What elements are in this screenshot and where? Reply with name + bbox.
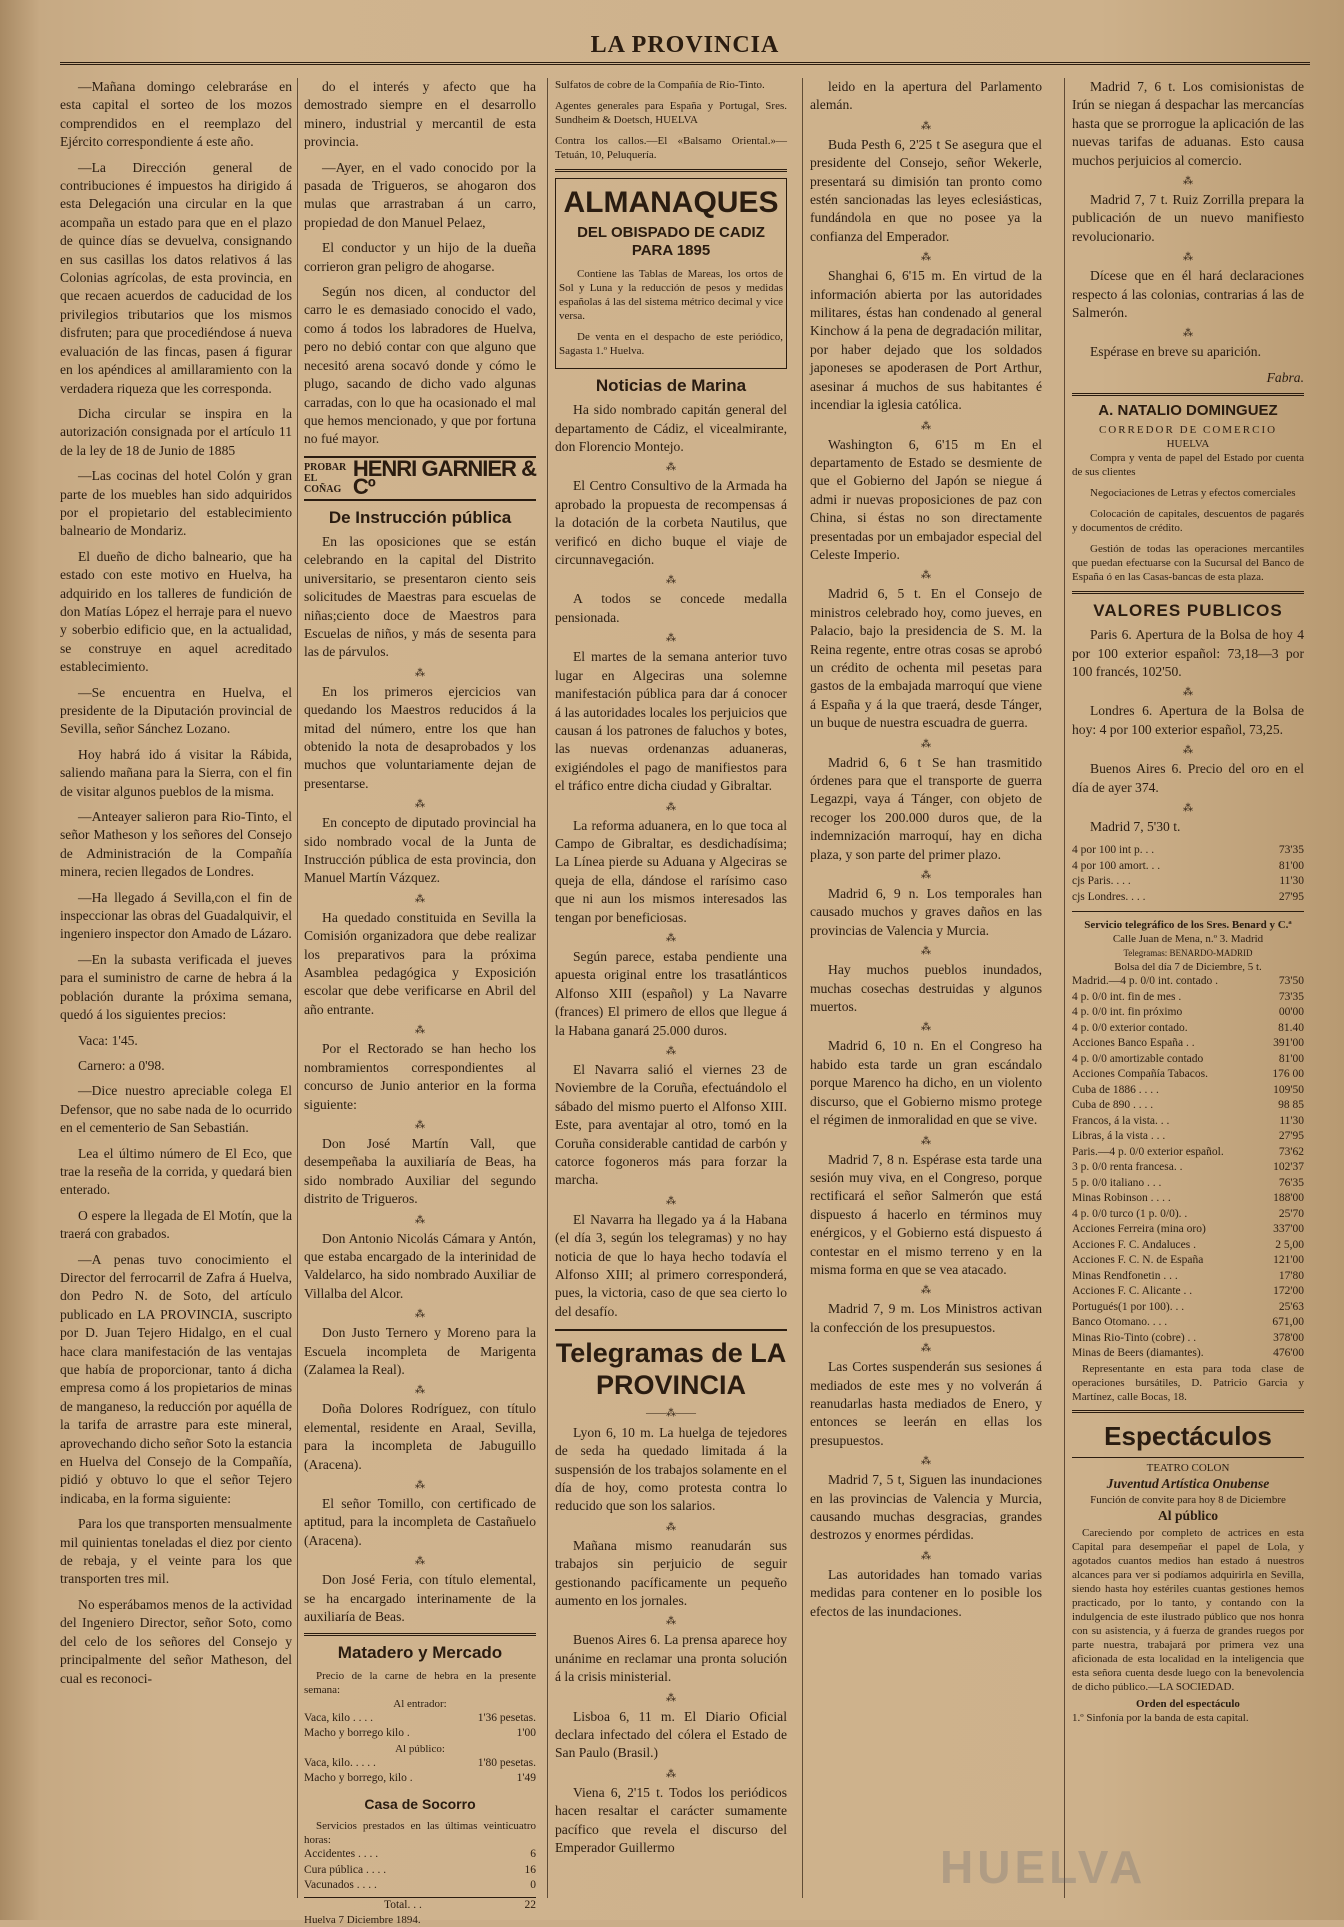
paragraph: El conductor y un hijo de la dueña corrieron gran peligro de ahogarse.: [304, 240, 536, 274]
paragraph: Londres 6. Apertura de la Bolsa de hoy: 4 por 100 exterior español, 73,25.: [1072, 703, 1304, 737]
paragraph: El Navarra salió el viernes 23 de Noviembre de la Coruña, efectuándolo el sábado del mismo puerto el Alfonso XIII. Este, para aventajar al otro, tomó en la Coruña considerable cantidad de carbón y catorce fogoneros más para forzar la marcha.: [555, 1062, 787, 1188]
asterism-icon: ⁂: [921, 870, 931, 882]
espectaculos-heading: Espectáculos: [1104, 1420, 1272, 1451]
paragraph: Agentes generales para España y Portugal, Sres. Sundheim & Doetsch, HUELVA: [555, 100, 787, 126]
marina-heading: Noticias de Marina: [595, 375, 747, 395]
table-row: Banco Otomano. . . . 671,00: [1072, 1316, 1304, 1329]
matadero-heading: Matadero y Mercado: [337, 1643, 503, 1663]
paragraph: Colocación de capitales, descuentos de pagarés y documentos de crédito.: [1072, 507, 1304, 534]
paragraph: Sulfatos de cobre de la Compañía de Rio-Tinto.: [555, 79, 765, 91]
dateline: Huelva 7 Diciembre 1894.: [304, 1914, 421, 1927]
paragraph: Madrid 6, 9 n. Los temporales han causado muchos y graves daños en las provincias de Valencia y Murcia.: [810, 886, 1042, 938]
table-row: Acciones Banco España . . 391'00: [1072, 1037, 1304, 1050]
column-5: Madrid 7, 6 t. Los comisionistas de Irún se niegan á despachar las mercancías hasta que se prorrogue la aplicación de las nuevas tarifas de aduanas. Esto causa muchos perjuicios al comercio. ⁂ Madrid 7, 7 t. Ruiz Zorrilla prepara la publicación de un nuevo manifiesto revolucionario. ⁂ Dícese que en él hará declaraciones respecto á las colonias, contrarias á las de Salmerón. ⁂ Espérase en breve su aparición. Fabra. A. NATALIO DOMINGUEZ CORREDOR DE COMERCIO HUELVA Compra y venta de papel del Estado por cuenta de sus clientes Negociaciones de Letras y efectos comerciales Colocación de capitales, descuentos de pagarés y documentos de crédito. Gestión de todas las operaciones mercantiles que puedan efectuarse con la Sucursal del Banco de España ó en las Casas-bancas de esta plaza. VALORES PUBLICOS Paris 6. Apertura de la Bolsa de hoy 4 por 100 exterior español: 73,18—3 por 100 francés, 102'50. ⁂ Londres 6. Apertura de la Bolsa de hoy: 4 por 100 exterior español, 73,25. ⁂ Buenos Aires 6. Precio del oro en el día de ayer 374. ⁂ Madrid 7, 5'30 t. 4 por 100 int p. . . 73'35 4 por 100 amort. . . 81'00 cjs Paris. . . . 11'30 cjs Londres. . . . 27'95 Servicio telegráfico de los Sres. Benard y C.ª Calle Juan de Mena, n.º 3. Madrid Telegramas: BENARDO-MADRID Bolsa del día 7 de Diciembre, 5 t. Madrid.—4 p. 0/0 int. contado . 73'50 4 p. 0/0 int. fin de mes . 73'35 4 p. 0/0 int. fin próximo 00'00 4 p. 0/0 exterior contado. 81.40 Acciones Banco España . . 391'00 4 p. 0/0 amortizable contado 81'00 Acciones Compañía Tabacos. 176 00 Cuba de 1886 . . . . 109'50 Cuba de 890 . . . . 98 85 Francos, á la vista. . . 11'30 Libras, á la vista . . . 27'95 Paris.—4 p. 0/0 exterior español. 73'62 3 p. 0/0 renta francesa. . 102'37 5 p. 0/0 italiano . . . 76'35 Minas Robinson . . . . 188'00 4 p. 0/0 turco (1 p. 0/0). . 25'70 Acciones Ferreira (mina oro) 337'00 Acciones F. C. Andaluces . 2 5,00 Acciones F. C. N. de España 121'00 Minas Rendfonetin . . . 17'80 Acciones F. C. Alicante . . 172'00 Portugués(1 por 100). . . 25'63 Banco Otomano. . . . 671,00 Minas Rio-Tinto (cobre) . . 378'00 Minas de Beers (diamantes). 476'00 Representante en esta para toda clase de operaciones bursátiles, D. Patricio Garcia y Martínez, calle Bocas, 18. Espectáculos TEATRO COLON Juventud Artística Onubense Función de convite para hoy 8 de Diciembre Al público Careciendo por completo de actrices en esta Capital para desempeñar el papel de Lola, y agotados cuantos medios han estado á nuestros alcances para ver si podíamos adquirirla en Sevilla, siendo hasta hoy estériles cuantas gestiones hemos practicado, por lo tanto, y contando con la indulgencia de este ilustrado público que nos honra con su asistencia, y á fuerza de grandes ruegos por parte nuestra, trabajará por primera vez una aficionada de esta localidad en la inteligencia que esta señora cuenta desde luego con la benevolencia de dicho público.—LA SOCIEDAD. Orden del espectáculo 1.º Sinfonía por la banda de esta capital.: [1072, 79, 1304, 1724]
asterism-icon: ⁂: [415, 667, 425, 679]
paragraph: El Navarra ha llegado ya á la Habana (el día 3, según los telegramas) y no hay noticia de que lo haya hecho todavía el Alfonso XIII; al primero corresponderá, pues, la victoria, caso de que sea cierto lo del desafío.: [555, 1211, 787, 1319]
paragraph: —Ayer, en el vado conocido por la pasada de Trigueros, se ahogaron dos mulas que arrastraban á un carro, propiedad de don Manuel Pelaez,: [304, 159, 536, 230]
table-row: Minas Rio-Tinto (cobre) . . 378'00: [1072, 1331, 1304, 1344]
socorro-heading: Casa de Socorro: [364, 1795, 476, 1812]
table-row: Minas de Beers (diamantes). 476'00: [1072, 1347, 1304, 1360]
paragraph: Shanghai 6, 6'15 m. En virtud de la información abierta por las autoridades militares, éstas han condenado al general Kinchow á la pena de degradación militar, por haber dejado que los soldados japoneses se apoderasen de Port Arthur, asesinar á muchos de sus habitantes é incendiar la iglesia católica.: [810, 268, 1042, 413]
asterism-icon: ⁂: [666, 1521, 676, 1533]
paragraph: Madrid 7, 5'30 t.: [1090, 818, 1181, 834]
asterism-icon: ⁂: [1183, 745, 1193, 757]
table-row: Cuba de 890 . . . . 98 85: [1072, 1099, 1304, 1112]
paragraph: De venta en el despacho de este periódico, Sagasta 1.º Huelva.: [559, 330, 783, 357]
asterism-icon: ⁂: [921, 1022, 931, 1034]
table-row: Paris.—4 p. 0/0 exterior español. 73'62: [1072, 1145, 1304, 1158]
paragraph: Compra y venta de papel del Estado por cuenta de sus clientes: [1072, 451, 1304, 478]
column-rule: [802, 78, 803, 1898]
asterism-icon: ⁂: [666, 462, 676, 474]
paragraph: Lisboa 6, 11 m. El Diario Oficial declara infectado del cólera el Estado de San Paulo (Brasil.): [555, 1708, 787, 1761]
table-row: Madrid.—4 p. 0/0 int. contado . 73'50: [1072, 975, 1304, 988]
asterism-icon: ⁂: [666, 1692, 676, 1704]
table-row: 3 p. 0/0 renta francesa. . 102'37: [1072, 1161, 1304, 1174]
asterism-icon: ⁂: [666, 1195, 676, 1207]
paragraph: —Anteayer salieron para Rio-Tinto, el señor Matheson y los señores del Consejo de Administración de la Compañía minera, recien llegados de Londres.: [60, 809, 292, 880]
paragraph: —Mañana domingo celebraráse en esta capital el sorteo de los mozos comprendidos en el reemplazo del Ejército correspondiente á este año.: [60, 79, 292, 150]
table-row: Vacunados . . . . 0: [304, 1879, 536, 1892]
column-rule: [297, 78, 298, 1898]
asterism-icon: ⁂: [415, 1385, 425, 1397]
asterism-icon: ⁂: [666, 633, 676, 645]
page-title: LA PROVINCIA: [590, 32, 780, 58]
paragraph: El dueño de dicho balneario, que ha estado con este motivo en Huelva, ha adquirido en los talleres de fundición de don Matías López el herraje para el nuevo y soberbio edificio que, en la actualidad, se construye en aquel acreditado establecimiento.: [60, 548, 292, 675]
paragraph: O espere la llegada de El Motín, que la traerá con grabados.: [60, 1207, 292, 1242]
asterism-icon: ⁂: [1183, 176, 1193, 188]
paragraph: Don José Feria, con título elemental, se ha encargado interinamente de la auxiliaría de Beas.: [304, 1572, 536, 1625]
table-row: Minas Rendfonetin . . . 17'80: [1072, 1269, 1304, 1282]
paragraph: Dícese que en él hará declaraciones respecto á las colonias, contrarias á las de Salmerón.: [1072, 268, 1304, 321]
paragraph: Espérase en breve su aparición.: [1090, 344, 1261, 360]
paragraph: En concepto de diputado provincial ha sido nombrado vocal de la Junta de Instrucción pública de esta provincia, don Manuel Martín Vázquez.: [304, 815, 536, 886]
paragraph: Por el Rectorado se han hecho los nombramientos correspondientes al concurso de Junio anterior en la forma siguiente:: [304, 1041, 536, 1112]
paragraph: Contiene las Tablas de Mareas, los ortos de Sol y Luna y la reducción de pesos y medidas españolas á las del sistema métrico decimal y vice versa.: [559, 267, 783, 322]
table-row: cjs Paris. . . . 11'30: [1072, 875, 1304, 888]
socorro-total: Total. . . 22: [304, 1897, 536, 1914]
instruccion-heading: De Instrucción pública: [328, 507, 512, 527]
paragraph: do el interés y afecto que ha demostrado siempre en el desarrollo minero, industrial y mercantil de esta provincia.: [304, 79, 536, 150]
asterism-icon: ⁂: [921, 738, 931, 750]
paragraph: Lea el último número de El Eco, que trae la reseña de la corrida, y quedará bien enterado.: [60, 1145, 292, 1198]
asterism-icon: ⁂: [1183, 802, 1193, 814]
table-row: 5 p. 0/0 italiano . . . 76'35: [1072, 1176, 1304, 1189]
paragraph: Hoy habrá ido á visitar la Rábida, saliendo mañana para la Sierra, con el fin de visitar algunos pueblos de la misma.: [60, 746, 292, 799]
paragraph: Buenos Aires 6. Precio del oro en el día de ayer 374.: [1072, 761, 1304, 795]
column-2: do el interés y afecto que ha demostrado siempre en el desarrollo minero, industrial y mercantil de esta provincia. —Ayer, en el vado conocido por la pasada de Trigueros, se ahogaron dos mulas que arrastraban á un carro, propiedad de don Manuel Pelaez, El conductor y un hijo de la dueña corrieron gran peligro de ahogarse. Según nos dicen, al conductor del carro le es demasiado conocido el vado, como á todos los labradores de Huelva, pero no debió contar con que alguno que necesitó arena socavó donde y cómo le plugo, sacando de dicho vado algunas carradas, con lo que ha ocasionado el mal que hemos mencionado, y que por fortuna no fué mayor. PROBAR EL COÑAG HENRI GARNIER & Cº De Instrucción pública En las oposiciones que se están celebrando en la capital del Distrito universitario, se presentaron ciento seis solicitudes de Maestras para escuelas de niñas;ciento doce de Maestros para Escuelas de niños, y más de sesenta para las de párvulos. ⁂ En los primeros ejercicios van quedando los Maestros reducidos á la mitad del número, entre los que han obtenido la nota de desaprobados y los muchos que voluntariamente dejan de presentarse. ⁂ En concepto de diputado provincial ha sido nombrado vocal de la Junta de Instrucción pública de esta provincia, don Manuel Martín Vázquez. ⁂ Ha quedado constituida en Sevilla la Comisión organizadora que debe realizar los preparativos para la próxima Asamblea pedagógica y Exposición escolar que debe verificarse en Abril del año entrante. ⁂ Por el Rectorado se han hecho los nombramientos correspondientes al concurso de Junio anterior en la forma siguiente: ⁂ Don José Martín Vall, que desempeñaba la auxiliaría de Beas, ha sido nombrado Auxiliar del segundo distrito de Trigueros. ⁂ Don Antonio Nicolás Cámara y Antón, que estaba encargado de la interinidad de Valdelarco, ha sido nombrado Auxiliar de Villalba del Alcor. ⁂ Don Justo Ternero y Moreno para la Escuela incompleta de Marigenta (Zalamea la Real). ⁂ Doña Dolores Rodríguez, con título elemental, residente en Araal, Sevilla, para la incompleta de Jabuguillo (Aracena). ⁂ El señor Tomillo, con certificado de aptitud, para la incompleta de Castañuelo (Aracena). ⁂ Don José Feria, con título elemental, se ha encargado interinamente de la auxiliaría de Beas. Matadero y Mercado Precio de la carne de hebra en la presente semana: Al entrador: Vaca, kilo . . . . 1'36 pesetas. Macho y borrego kilo . 1'00 Al público: Vaca, kilo. . . . . 1'80 pesetas. Macho y borrego, kilo . 1'49 Casa de Socorro Servicios prestados en las últimas veinticuatro horas: Accidentes . . . . 6 Cura pública . . . . 16 Vacunados . . . . 0 Total. . . 22 Huelva 7 Diciembre 1894.: [304, 79, 536, 1927]
paragraph: Madrid 7, 5 t, Siguen las inundaciones en las provincias de Valencia y Murcia, causando muchas desgracias, grandes destrozos y enormes pérdidas.: [810, 1472, 1042, 1543]
paragraph: Ha sido nombrado capitán general del departamento de Cádiz, el vicealmirante, don Florencio Montejo.: [555, 402, 787, 455]
asterism-icon: ⁂: [1183, 328, 1193, 340]
paragraph: Negociaciones de Letras y efectos comerciales: [1090, 486, 1296, 499]
paragraph: Madrid 6, 10 n. En el Congreso ha habido esta tarde un gran escándalo porque Marenco ha dicho, en un violento discurso, que el Gobierno mismo protege el régimen de inmoralidad en que se vive.: [810, 1038, 1042, 1128]
library-stamp: [940, 1840, 1240, 1900]
broker-name: A. NATALIO DOMINGUEZ: [1098, 402, 1278, 420]
column-3: [555, 78, 787, 1903]
paragraph: Washington 6, 6'15 m En el departamento de Estado se desmiente de que el Gobierno del Japón se niegue á admi ir nuevas proposiciones de paz con China, si éstas no son directamente presentadas por un embajador especial del Celeste Imperio.: [810, 436, 1042, 562]
paragraph: Según parece, estaba pendiente una apuesta original entre los trasatlánticos Alfonso XIII (español) y La Navarre (frances) El primero de ellos que llegue á la Habana ganará 25.000 duros.: [555, 948, 787, 1038]
paragraph: El martes de la semana anterior tuvo lugar en Algeciras una solemne manifestación pública para dar á conocer á las autoridades locales los perjuicios que causan á los patrones de faluchos y botes, las nuevas ordenanzas aduaneras, exigiéndoles el pago de manifiestos para el tráfico entre dicha ciudad y Gibraltar.: [555, 649, 787, 794]
stamp-text: HUELVA: [940, 1841, 1147, 1893]
table-row: Minas Robinson . . . . 188'00: [1072, 1192, 1304, 1205]
paragraph: —En la subasta verificada el jueves para el suministro de carne de hebra á la población durante la próxima semana, quedó á los siguientes precios:: [60, 951, 292, 1023]
asterism-icon: ⁂: [415, 799, 425, 811]
asterism-icon: ⁂: [415, 1025, 425, 1037]
table-row: cjs Londres. . . . 27'95: [1072, 890, 1304, 903]
asterism-icon: ⁂: [1183, 687, 1193, 699]
paragraph: Madrid 7, 6 t. Los comisionistas de Irún se niegan á despachar las mercancías hasta que se prorrogue la aplicación de las nuevas tarifas de aduanas. Esto causa muchos perjuicios al comercio.: [1072, 79, 1304, 168]
paragraph: A todos se concede medalla pensionada.: [555, 591, 787, 625]
telegramas-heading: Telegramas de LA PROVINCIA: [555, 1329, 787, 1401]
column-rule: [547, 78, 548, 1898]
paragraph: Las autoridades han tomado varias medidas para contener en lo posible los efectos de las inundaciones.: [810, 1566, 1042, 1619]
asterism-icon: ⁂: [666, 801, 676, 813]
asterism-icon: ⁂: [666, 575, 676, 587]
paragraph: En los primeros ejercicios van quedando los Maestros reducidos á la mitad del número, entre los que han obtenido la nota de desaprobados y los muchos que voluntariamente dejan de presentarse.: [304, 683, 536, 791]
paragraph: Según nos dicen, al conductor del carro le es demasiado conocido el vado, como á todos los labradores de Huelva, pero no debió contar con que alguno que necesitó arena socavó donde y cómo le plugo, sacando de dicho vado algunas carradas, con lo que ha ocasionado el mal que hemos mencionado, y que por fortuna no fué mayor.: [304, 284, 536, 447]
paragraph: Gestión de todas las operaciones mercantiles que puedan efectuarse con la Sucursal del Banco de España ó en las Casas-bancas de esta plaza.: [1072, 542, 1304, 583]
paragraph: Buenos Aires 6. La prensa aparece hoy unánime en reclamar una pronta solución á la crisis ministerial.: [555, 1632, 787, 1685]
table-row: Acciones Compañía Tabacos. 176 00: [1072, 1068, 1304, 1081]
table-row: Cura pública . . . . 16: [304, 1863, 536, 1876]
asterism-icon: ⁂: [415, 1480, 425, 1491]
asterism-icon: ⁂: [415, 1119, 425, 1131]
asterism-icon: ⁂: [666, 1046, 676, 1057]
table-row: Accidentes . . . . 6: [304, 1848, 536, 1861]
paragraph: —La Dirección general de contribuciones é impuestos ha dirigido á esta Delegación una circular en la que acompaña un estado para que en el plazo de quince días se devuelva, consignando en sus casillas los datos relativos á las Colonias agrícolas, de esta provincia, en que recaen acuerdos de caducidad de los privilegios tributarios que los mismos disfruten; para que procediéndose á nueva evaluación de las fincas, pasen á figurar en los apéndices al amillaramiento con la verdadera riqueza que les corresponda.: [60, 159, 292, 396]
asterism-icon: ⁂: [666, 1616, 676, 1628]
section-divider: [304, 1633, 536, 1636]
table-row: Vaca, kilo. . . . . 1'80 pesetas.: [304, 1756, 536, 1769]
paragraph: Las Cortes suspenderán sus sesiones á mediados de este mes y no volverán á reanudarlas hasta mediados de Enero, y entonces se leerán en ellas los presupuestos.: [810, 1359, 1042, 1448]
table-row: Acciones F. C. Alicante . . 172'00: [1072, 1285, 1304, 1298]
table-row: Macho y borrego kilo . 1'00: [304, 1727, 536, 1740]
asterism-icon: ⁂: [921, 420, 931, 432]
paragraph: El Centro Consultivo de la Armada ha aprobado la propuesta de recompensas á la dotación de la corbeta Nautilus, que verificó en dicho buque el viaje de circunnavegación.: [555, 478, 787, 568]
paragraph: Hay muchos pueblos inundados, muchas cosechas destruidas y algunos muertos.: [810, 962, 1042, 1015]
paragraph: Para los que transporten mensualmente mil quinientas toneladas el diez por ciento de rebaja, y el veinte para los que transporten tres mil.: [60, 1516, 292, 1587]
garnier-brand: HENRI GARNIER & Cº: [352, 455, 536, 500]
almanaques-advert: ALMANAQUES DEL OBISPADO DE CADIZ PARA 1895 Contiene las Tablas de Mareas, los ortos de Sol y Luna y la reducción de pesos y medidas españolas á las del sistema métrico decimal y vice versa. De venta en el despacho de este periódico, Sagasta 1.º Huelva.: [555, 178, 787, 369]
paragraph: Don Antonio Nicolás Cámara y Antón, que estaba encargado de la interinidad de Valdelarco, ha sido nombrado Auxiliar de Villalba del Alcor.: [304, 1230, 536, 1301]
table-row: 4 p. 0/0 turco (1 p. 0/0). . 25'70: [1072, 1207, 1304, 1220]
table-row: Acciones Ferreira (mina oro) 337'00: [1072, 1223, 1304, 1236]
table-row: Acciones F. C. N. de España 121'00: [1072, 1254, 1304, 1267]
asterism-icon: ⁂: [415, 893, 425, 905]
asterism-icon: ⁂: [666, 932, 676, 944]
column-rule: [1064, 78, 1065, 1898]
paragraph: —Se encuentra en Huelva, el presidente de la Diputación provincial de Sevilla, señor Sánchez Lozano.: [60, 684, 292, 737]
table-row: 4 p. 0/0 int. fin próximo 00'00: [1072, 1006, 1304, 1019]
asterism-icon: ⁂: [415, 1309, 425, 1321]
table-row: 4 p. 0/0 int. fin de mes . 73'35: [1072, 990, 1304, 1003]
asterism-icon: ⁂: [921, 1343, 931, 1355]
paragraph: En las oposiciones que se están celebrando en la capital del Distrito universitario, se presentaron ciento seis solicitudes de Maestras para escuelas de niñas;ciento doce de Maestros para Escuelas de niños, y más de sesenta para las de párvulos.: [304, 533, 536, 660]
paragraph: Don José Martín Vall, que desempeñaba la auxiliaría de Beas, ha sido nombrado Auxiliar del segundo distrito de Trigueros.: [304, 1135, 536, 1207]
table-row: Libras, á la vista . . . 27'95: [1072, 1130, 1304, 1143]
paragraph: Madrid 7, 7 t. Ruiz Zorrilla prepara la publicación de un nuevo manifiesto revolucionario.: [1072, 192, 1304, 244]
table-row: 4 por 100 amort. . . 81'00: [1072, 859, 1304, 872]
asterism-icon: ⁂: [921, 570, 931, 582]
paragraph: Don Justo Ternero y Moreno para la Escuela incompleta de Marigenta (Zalamea la Real).: [304, 1325, 536, 1377]
masthead: [60, 28, 1310, 65]
asterism-icon: ⁂: [921, 1135, 931, 1147]
paragraph: Contra los callos.—El «Balsamo Oriental.»—Tetuán, 10, Peluquería.: [555, 135, 787, 161]
garnier-advert: PROBAR EL COÑAG HENRI GARNIER & Cº: [304, 455, 536, 500]
paragraph: No esperábamos menos de la actividad del Ingeniero Director, señor Soto, como del celo de los señores del Consejo y principalmente del señor Matheson, del cual es reconoci-: [60, 1596, 292, 1686]
table-row: Cuba de 1886 . . . . 109'50: [1072, 1083, 1304, 1096]
signature: Fabra.: [1266, 369, 1304, 385]
asterism-icon: ⁂: [921, 946, 931, 958]
asterism-icon: ⁂: [415, 1214, 425, 1226]
paragraph: Paris 6. Apertura de la Bolsa de hoy 4 por 100 exterior español: 73,18—3 por 100 francés, 102'50.: [1072, 627, 1304, 679]
paragraph: Lyon 6, 10 m. La huelga de tejedores de seda ha quedado limitada á la suspensión de los trabajos solamente en el día de hoy, como protesta contra lo reducido que son los salarios.: [555, 1424, 787, 1514]
ornament-divider: ——⁂——: [646, 1408, 696, 1420]
table-row: 4 p. 0/0 exterior contado. 81.40: [1072, 1021, 1304, 1034]
paragraph: Buda Pesth 6, 2'25 t Se asegura que el presidente del Consejo, señor Wekerle, presentará su dimisión tan pronto como estén sancionadas las leyes eclesiásticas, fundándola en que no posee ya la confianza del Emperador.: [810, 136, 1042, 244]
asterism-icon: ⁂: [666, 1768, 676, 1780]
paragraph: Doña Dolores Rodríguez, con título elemental, residente en Araal, Sevilla, para la incompleta de Jabuguillo (Aracena).: [304, 1401, 536, 1472]
paragraph: —Ha llegado á Sevilla,con el fin de inspeccionar las obras del Guadalquivir, el ingeniero inspector don Amado de Lázaro.: [60, 889, 292, 942]
table-row: Acciones F. C. Andaluces . 2 5,00: [1072, 1238, 1304, 1251]
paragraph: Mañana mismo reanudarán sus trabajos sin perjuicio de seguir gestionando pacíficamente un pequeño aumento en los jornales.: [555, 1537, 787, 1608]
asterism-icon: ⁂: [921, 1456, 931, 1468]
asterism-icon: ⁂: [921, 1550, 931, 1562]
paragraph: Ha quedado constituida en Sevilla la Comisión organizadora que debe realizar los preparativos para la próxima Asamblea pedagógica y Exposición escolar que debe verificarse en Abril del año entrante.: [304, 909, 536, 1017]
paragraph: Carnero: a 0'98.: [78, 1057, 165, 1073]
table-row: Portugués(1 por 100). . . 25'63: [1072, 1300, 1304, 1313]
table-row: Vaca, kilo . . . . 1'36 pesetas.: [304, 1711, 536, 1724]
paragraph: Madrid 7, 8 n. Espérase esta tarde una sesión muy viva, en el Congreso, porque rectificará el señor Salmerón que está dispuesto á hacerlo en términos muy enérgicos, y el Gobierno está dispuesto á contestar en el mismo terreno y en la misma forma en que se vea atacado.: [810, 1151, 1042, 1277]
paragraph: Madrid 6, 5 t. En el Consejo de ministros celebrado hoy, como jueves, en Palacio, bajo la presidencia de S. M. la Reina regente, entre otras cosas se aprobó un crédito de ochenta mil pesetas para gastos de la embajada marroquí que viene á España y á la que traerá, desde Tánger, un buque de nuestra escuadra de guerra.: [810, 586, 1042, 731]
asterism-icon: ⁂: [1183, 252, 1193, 264]
paragraph: Madrid 7, 9 m. Los Ministros activan la confección de los presupuestos.: [810, 1301, 1042, 1335]
asterism-icon: ⁂: [921, 252, 931, 264]
table-row: Francos, á la vista. . . 11'30: [1072, 1114, 1304, 1127]
table-row: 4 por 100 int p. . . 73'35: [1072, 844, 1304, 857]
column-4: [810, 78, 1042, 1903]
column-1: [60, 78, 292, 1903]
asterism-icon: ⁂: [921, 120, 931, 132]
paragraph: leido en la apertura del Parlamento alemán.: [810, 79, 1042, 113]
paragraph: Madrid 6, 6 t Se han trasmitido órdenes para que el transporte de guerra Legazpi, vaya á Tánger, con objeto de recoger los 200.000 duros que, de la indemnización marroquí, hay en dicha plaza, y son parte del primer plazo.: [810, 754, 1042, 862]
paragraph: Viena 6, 2'15 t. Todos los periódicos hacen resaltar el carácter sumamente pacífico que revela el discurso del Emperador Guillermo: [555, 1784, 787, 1855]
paragraph: Dicha circular se inspira en la autorización consignada por el artículo 11 de la ley de 18 de Junio de 1885: [60, 405, 292, 458]
paragraph: El señor Tomillo, con certificado de aptitud, para la incompleta de Castañuelo (Aracena).: [304, 1496, 536, 1548]
table-row: 4 p. 0/0 amortizable contado 81'00: [1072, 1052, 1304, 1065]
paragraph: —Las cocinas del hotel Colón y gran parte de los muebles han sido adquiridos por el propietario del establecimiento balneario de Mondariz.: [60, 468, 292, 539]
paragraph: La reforma aduanera, en lo que toca al Campo de Gibraltar, es desdichadísima; La Línea pierde su Aduana y Algeciras se queja de ella, dándose el rarísimo caso que ni aun los mismos interesados las tengan por beneficiosas.: [555, 817, 787, 925]
valores-heading: VALORES PUBLICOS: [1093, 600, 1283, 620]
asterism-icon: ⁂: [415, 1556, 425, 1568]
paragraph: —A penas tuvo conocimiento el Director del ferrocarril de Zafra á Huelva, don Pedro N. de Soto, del artículo publicado en LA PROVINCIA, suscripto por D. Juan Tejero Hidalgo, en el cual hace clara manifestación de las ventajas que había de proporcionar, tanto á dicha empresa como á los propietarios de minas de manganeso, la reducción por aquélla de la tarifa de arrastre para este mineral, aprovechando dicho señor Soto la estancia en Huelva del Consejo de la Compañía, pidió y obtuvo lo que el señor Tejero indicaba, en la forma siguiente:: [60, 1251, 292, 1506]
asterism-icon: ⁂: [921, 1285, 931, 1297]
paragraph: —Dice nuestro apreciable colega El Defensor, que no sabe nada de lo ocurrido en el cementerio de San Sebastián.: [60, 1083, 292, 1136]
paragraph: Vaca: 1'45.: [78, 1032, 138, 1048]
table-row: Macho y borrego, kilo . 1'49: [304, 1772, 536, 1785]
